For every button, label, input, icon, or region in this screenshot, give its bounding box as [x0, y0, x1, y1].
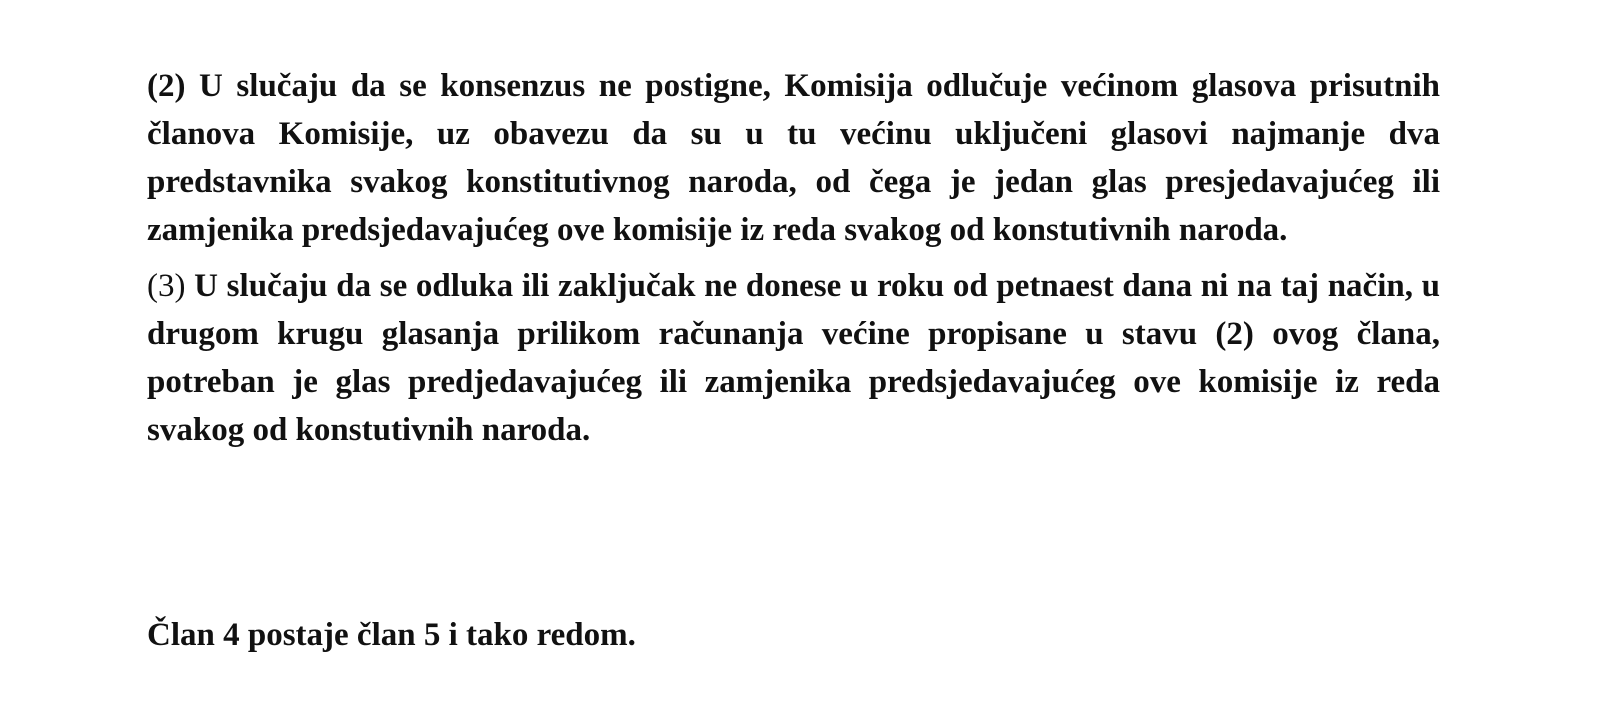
document-body [147, 62, 1440, 454]
paragraph-3-number: (3) [147, 268, 186, 304]
closing-line: Član 4 postaje član 5 i tako redom. [147, 617, 636, 653]
paragraph-3 [147, 262, 1440, 454]
paragraph-2-number: (2) [147, 68, 186, 104]
paragraph-2 [147, 62, 1440, 254]
paragraph-2-text: U slučaju da se konsenzus ne postigne, Komisija odlučuje većinom glasova prisutnih članova Komisije, uz obavezu da su u tu većinu uključeni glasovi najmanje dva predstavnika svakog konstitutivnog naroda, od čega je jedan glas presjedavajućeg ili zamjenika predsjedavajućeg ove komisije iz reda svakog od konstutivnih naroda. [147, 68, 1441, 248]
paragraph-3-text: U slučaju da se odluka ili zaključak ne donese u roku od petnaest dana ni na taj način, u drugom krugu glasanja prilikom računanja većine propisane u stavu (2) ovog člana, potreban je glas predjedavajućeg ili zamjenika predsjedavajućeg ove komisije iz reda svakog od konstutivnih naroda. [147, 268, 1440, 448]
